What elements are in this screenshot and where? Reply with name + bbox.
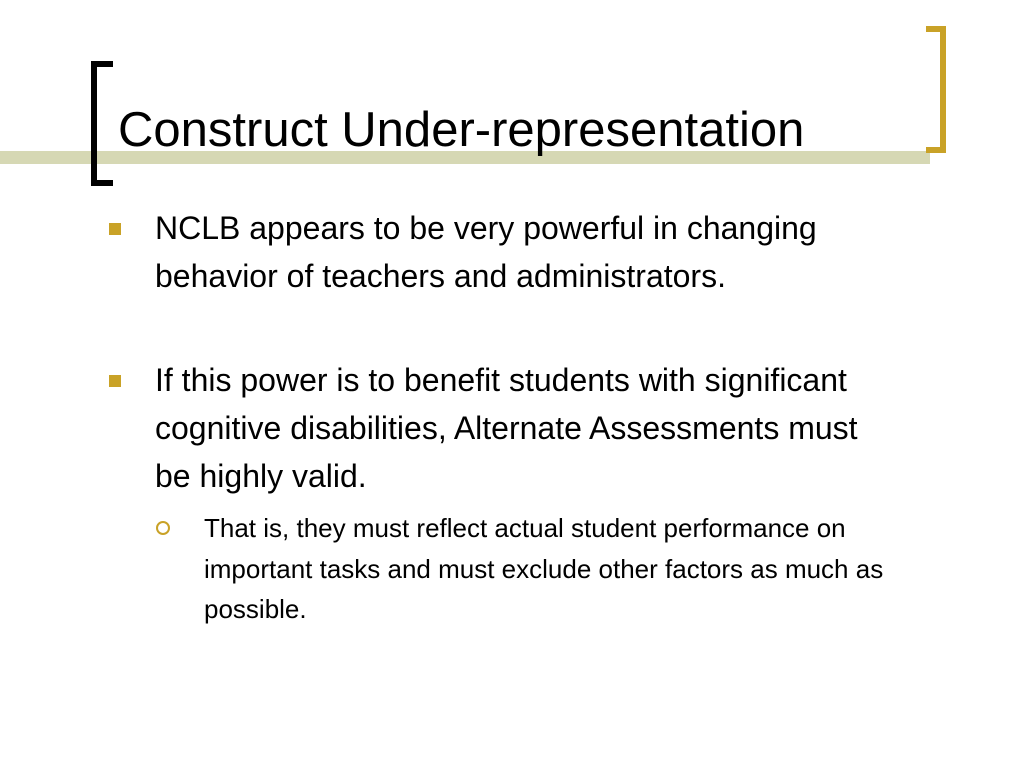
square-bullet-icon bbox=[109, 375, 121, 387]
bullet-text: If this power is to benefit students with significant cognitive disabilities, Alternate Assessments must be highly valid. bbox=[155, 362, 858, 494]
sub-bullet-text: That is, they must reflect actual student performance on important tasks and must exclude other factors as much as possible. bbox=[204, 513, 884, 624]
slide-title: Construct Under-representation bbox=[118, 103, 805, 157]
sub-bullet-item bbox=[204, 508, 884, 630]
bullet-item bbox=[155, 204, 895, 300]
bullet-item bbox=[155, 356, 895, 500]
hollow-circle-bullet-icon bbox=[156, 521, 170, 535]
right-title-bracket bbox=[926, 26, 946, 153]
square-bullet-icon bbox=[109, 223, 121, 235]
left-title-bracket bbox=[91, 61, 113, 186]
bullet-text: NCLB appears to be very powerful in changing behavior of teachers and administrators. bbox=[155, 210, 817, 294]
